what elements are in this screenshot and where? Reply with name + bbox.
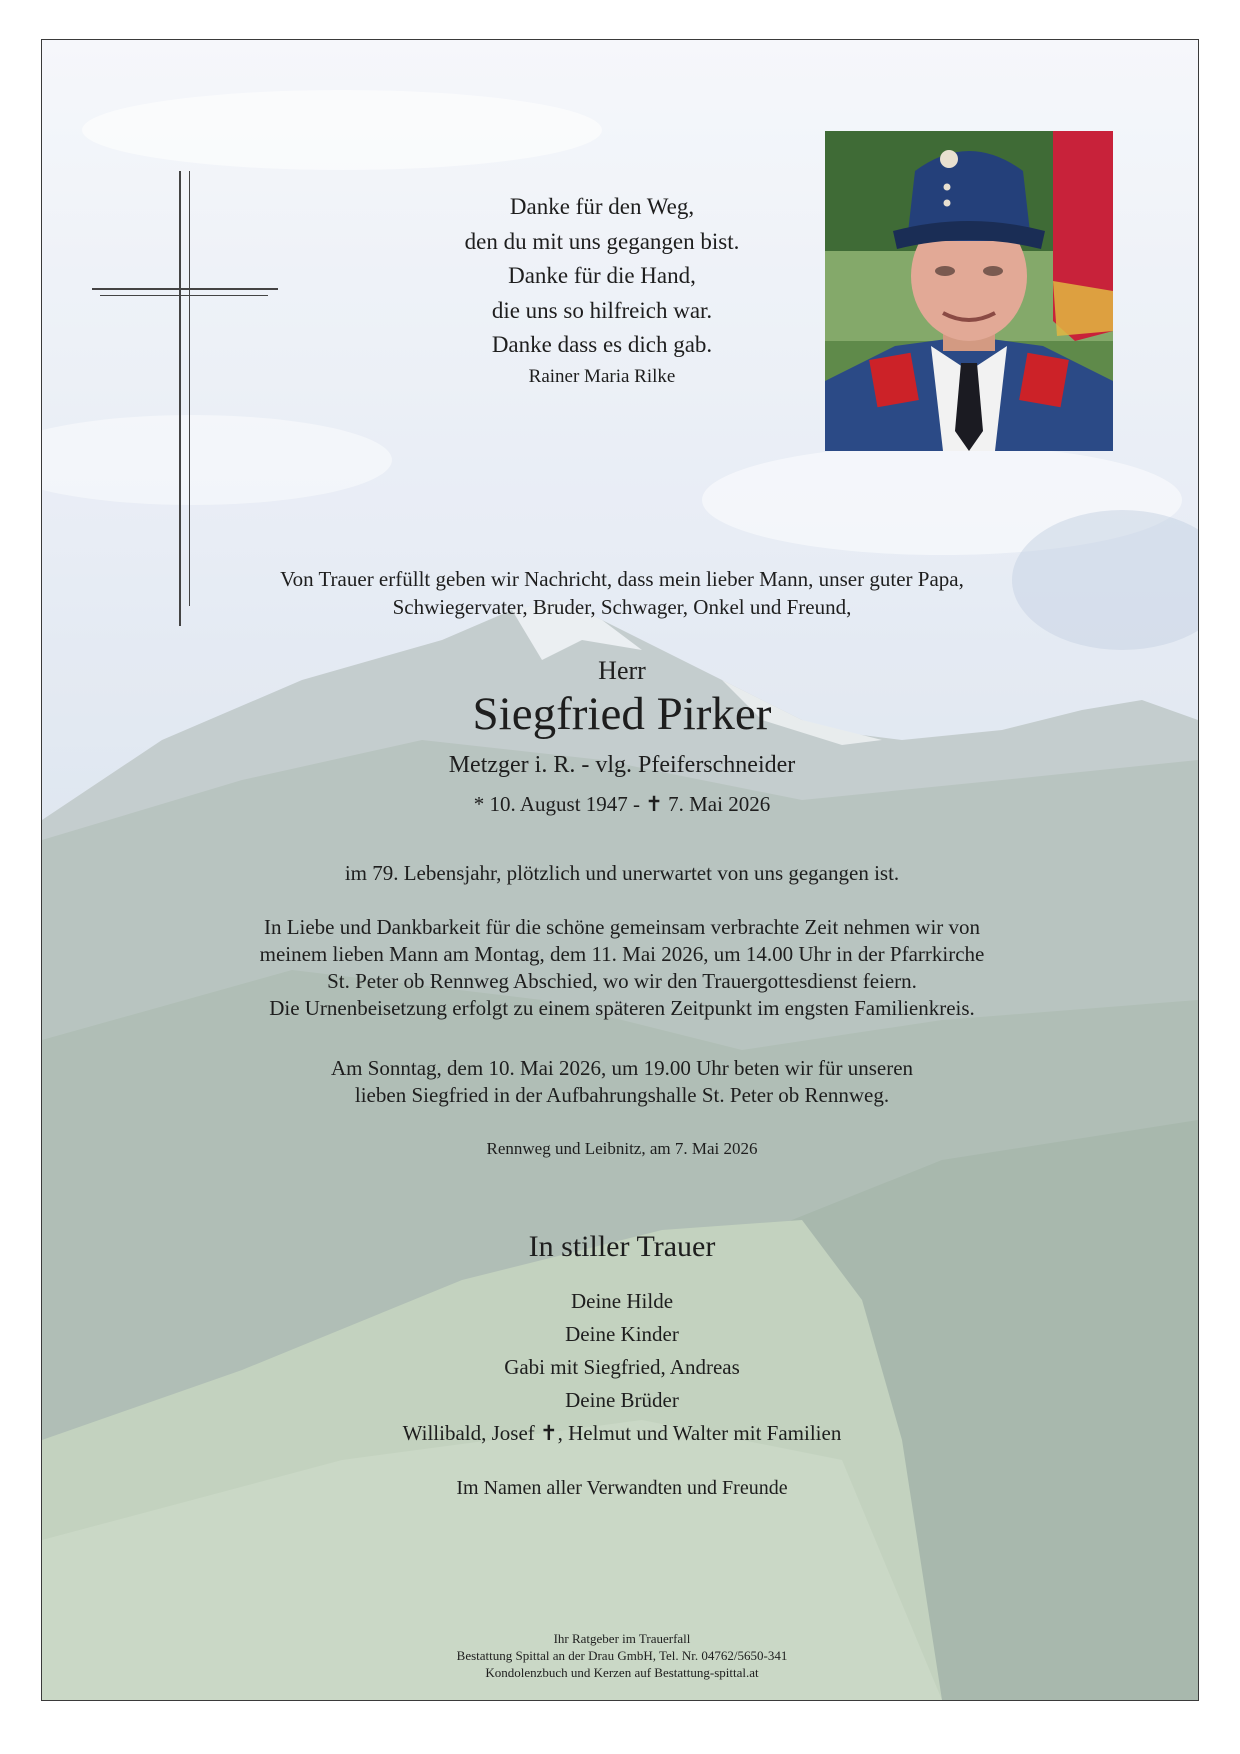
deceased-profession: Metzger i. R. - vlg. Pfeiferschneider <box>448 752 796 778</box>
funeral-home-footer <box>122 1630 1122 1681</box>
paragraph-line: Die Urnenbeisetzung erfolgt zu einem späteren Zeitpunkt im engsten Familienkreis. <box>269 996 975 1020</box>
poem-line: Danke für die Hand, <box>508 263 696 288</box>
poem-line: Danke für den Weg, <box>509 194 695 219</box>
cross-icon-vertical-line <box>179 171 181 626</box>
place-and-date: Rennweg und Leibnitz, am 7. Mai 2026 <box>486 1139 758 1158</box>
mourner-entry: Deine Hilde <box>570 1289 674 1313</box>
paragraph-line: meinem lieben Mann am Montag, dem 11. Mai 2026, um 14.00 Uhr in der Pfarrkirche <box>259 942 985 966</box>
poem-line: die uns so hilfreich war. <box>491 297 713 323</box>
salutation: Herr <box>598 656 646 685</box>
cross-icon-horizontal-line-inner <box>100 295 268 296</box>
mourner-entry: Deine Kinder <box>565 1322 679 1346</box>
paragraph-line: Am Sonntag, dem 10. Mai 2026, um 19.00 Uhr beten wir für unseren <box>330 1056 914 1080</box>
mourner-entry: Willibald, Josef ✝, Helmut und Walter mit Familien <box>402 1421 842 1445</box>
age-statement: im 79. Lebensjahr, plötzlich und unerwartet von uns gegangen ist. <box>344 861 900 885</box>
life-dates: * 10. August 1947 - ✝ 7. Mai 2026 <box>473 792 771 816</box>
footer-line: Ihr Ratgeber im Trauerfall <box>553 1631 691 1646</box>
deceased-name: Siegfried Pirker <box>472 688 772 740</box>
mourner-entry: Gabi mit Siegfried, Andreas <box>504 1355 740 1379</box>
poem-line: den du mit uns gegangen bist. <box>464 228 740 254</box>
footer-line: Bestattung Spittal an der Drau GmbH, Tel. Nr. 04762/5650-341 <box>456 1648 788 1663</box>
mourners-list <box>122 1285 1122 1450</box>
paragraph-line: lieben Siegfried in der Aufbahrungshalle St. Peter ob Rennweg. <box>354 1083 890 1107</box>
paragraph-line: In Liebe und Dankbarkeit für die schöne gemeinsam verbrachte Zeit nehmen wir von <box>263 915 981 939</box>
relatives-line: Im Namen aller Verwandten und Freunde <box>456 1477 788 1499</box>
prayer-paragraph <box>122 1055 1122 1109</box>
intro-line: Von Trauer erfüllt geben wir Nachricht, dass mein lieber Mann, unser guter Papa, <box>280 567 964 591</box>
funeral-service-paragraph <box>122 914 1122 1022</box>
paragraph-line: St. Peter ob Rennweg Abschied, wo wir den Trauergottesdienst feiern. <box>327 969 917 993</box>
cross-icon-horizontal-line <box>92 288 278 290</box>
poem <box>342 190 862 363</box>
poem-line: Danke dass es dich gab. <box>491 332 713 357</box>
mourner-entry: Deine Brüder <box>565 1388 679 1412</box>
intro-line: Schwiegervater, Bruder, Schwager, Onkel und Freund, <box>392 595 852 619</box>
announcement-intro <box>122 565 1122 621</box>
obituary-card <box>41 39 1199 1701</box>
poem-author: Rainer Maria Rilke <box>528 366 676 387</box>
portrait-photo <box>825 131 1113 451</box>
cross-icon-vertical-line-inner <box>189 171 190 606</box>
mourning-title: In stiller Trauer <box>528 1230 716 1263</box>
footer-line: Kondolenzbuch und Kerzen auf Bestattung-spittal.at <box>485 1665 759 1680</box>
